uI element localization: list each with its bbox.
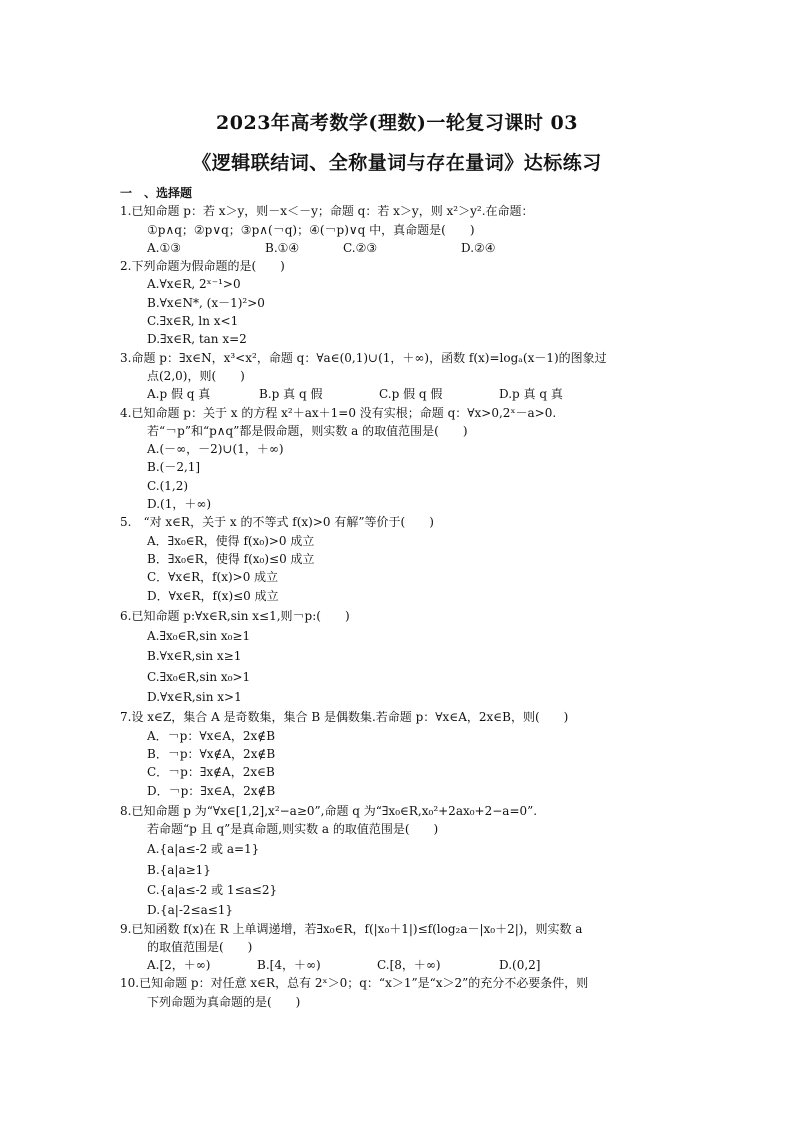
section-heading: 一 、选择题 xyxy=(120,186,193,200)
question-4-stem-cont: 若“￢p”和“p∧q”都是假命题，则实数 a 的取值范围是( ) xyxy=(147,423,468,438)
page-subtitle: 《逻辑联结词、全称量词与存在量词》达标练习 xyxy=(192,152,602,174)
option-d: D.{a|-2≤a≤1} xyxy=(147,903,234,918)
option-a: A.∃x₀∈R,sin x₀≥1 xyxy=(147,629,251,644)
option-a: A.①③ xyxy=(147,240,181,255)
option-d: D．∀x∈R，f(x)≤0 成立 xyxy=(147,588,279,603)
option-c: C.∃x∈R, ln x<1 xyxy=(147,314,239,329)
option-c: C．∀x∈R，f(x)>0 成立 xyxy=(147,570,279,585)
question-5-stem: 5. “对 x∈R，关于 x 的不等式 f(x)>0 有解”等价于( ) xyxy=(120,515,434,530)
option-c: C.{a|a≤-2 或 1≤a≤2} xyxy=(147,882,278,897)
question-8-stem: 8.已知命题 p 为“∀x∈[1,2],x²−a≥0”,命题 q 为“∃x₀∈R,x₀²+2ax₀+2−a=0”. xyxy=(120,803,538,818)
option-b: B．￢p：∀x∉A，2x∉B xyxy=(147,746,276,761)
option-b: B.①④ xyxy=(265,240,300,255)
question-3-stem: 3.命题 p：∃x∈N，x³<x²，命题 q：∀a∈(0,1)∪(1，＋∞)，函数 f(x)=logₐ(x－1)的图象过 xyxy=(120,350,607,365)
question-2-stem: 2.下列命题为假命题的是( ) xyxy=(120,259,285,274)
question-1-stem-cont: ①p∧q；②p∨q；③p∧(￢q)；④(￢p)∨q 中，真命题是( ) xyxy=(147,222,475,237)
option-a: A.(－∞，－2)∪(1，＋∞) xyxy=(147,442,284,457)
option-d: D.p 真 q 真 xyxy=(499,387,563,402)
question-3-stem-cont: 点(2,0)，则( ) xyxy=(147,368,245,383)
option-a: A.∀x∈R, 2ˣ⁻¹>0 xyxy=(147,277,241,292)
option-c: C．￢p：∃x∉A，2x∈B xyxy=(147,765,275,780)
option-b: B.∀x∈N*, (x－1)²>0 xyxy=(147,295,265,310)
option-b: B．∃x₀∈R，使得 f(x₀)≤0 成立 xyxy=(147,551,315,566)
option-c: C.p 假 q 假 xyxy=(379,387,443,402)
question-10-stem: 10.已知命题 p：对任意 x∈R，总有 2ˣ＞0；q：“x＞1”是“x＞2”的充分不必要条件，则 xyxy=(120,976,589,991)
option-c: C.②③ xyxy=(343,240,378,255)
option-b: B.∀x∈R,sin x≥1 xyxy=(147,649,242,664)
option-d: D.(1，＋∞) xyxy=(147,497,212,512)
question-10-stem-cont: 下列命题为真命题的是( ) xyxy=(147,994,301,1009)
option-c: C.(1,2) xyxy=(147,478,189,493)
option-b: B.(－2,1] xyxy=(147,460,201,475)
question-3-options xyxy=(120,385,680,403)
option-a: A.{a|a≤-2 或 a=1} xyxy=(147,842,260,857)
question-9-stem: 9.已知函数 f(x)在 R 上单调递增，若∃x₀∈R，f(|x₀＋1|)≤f(log₂a－|x₀＋2|)，则实数 a xyxy=(120,921,583,936)
question-6-stem: 6.已知命题 p:∀x∈R,sin x≤1,则￢p:( ) xyxy=(120,608,350,623)
question-9-options xyxy=(120,956,680,974)
option-a: A.[2，＋∞) xyxy=(147,958,211,973)
page-title: 2023年高考数学(理数)一轮复习课时 03 xyxy=(216,112,578,134)
question-9-stem-cont: 的取值范围是( ) xyxy=(147,939,253,954)
option-b: B.{a|a≥1} xyxy=(147,862,211,877)
question-8-stem-cont: 若命题“p 且 q”是真命题,则实数 a 的取值范围是( ) xyxy=(147,822,439,837)
option-d: D.(0,2] xyxy=(499,958,541,973)
option-b: B.p 真 q 假 xyxy=(259,387,323,402)
question-list xyxy=(120,184,680,1011)
option-a: A．￢p：∀x∈A，2x∉B xyxy=(147,728,276,743)
option-d: D.∃x∈R, tan x=2 xyxy=(147,332,247,347)
question-1-options xyxy=(120,239,680,257)
question-7-stem: 7.设 x∈Z，集合 A 是奇数集，集合 B 是偶数集.若命题 p：∀x∈A，2x∈B，则( ) xyxy=(120,710,569,725)
option-a: A.p 假 q 真 xyxy=(147,387,211,402)
question-1-stem: 1.已知命题 p：若 x＞y，则－x＜－y；命题 q：若 x＞y，则 x²＞y².在命题： xyxy=(120,204,534,219)
option-d: D.∀x∈R,sin x>1 xyxy=(147,690,242,705)
option-a: A．∃x₀∈R，使得 f(x₀)>0 成立 xyxy=(147,533,315,548)
option-c: C.[8，＋∞) xyxy=(377,958,441,973)
option-c: C.∃x₀∈R,sin x₀>1 xyxy=(147,669,251,684)
option-d: D.②④ xyxy=(461,240,496,255)
option-d: D．￢p：∃x∈A，2x∉B xyxy=(147,783,276,798)
question-4-stem: 4.已知命题 p：关于 x 的方程 x²＋ax＋1=0 没有实根；命题 q：∀x>0,2ˣ－a>0. xyxy=(120,405,557,420)
option-b: B.[4，＋∞) xyxy=(257,958,321,973)
